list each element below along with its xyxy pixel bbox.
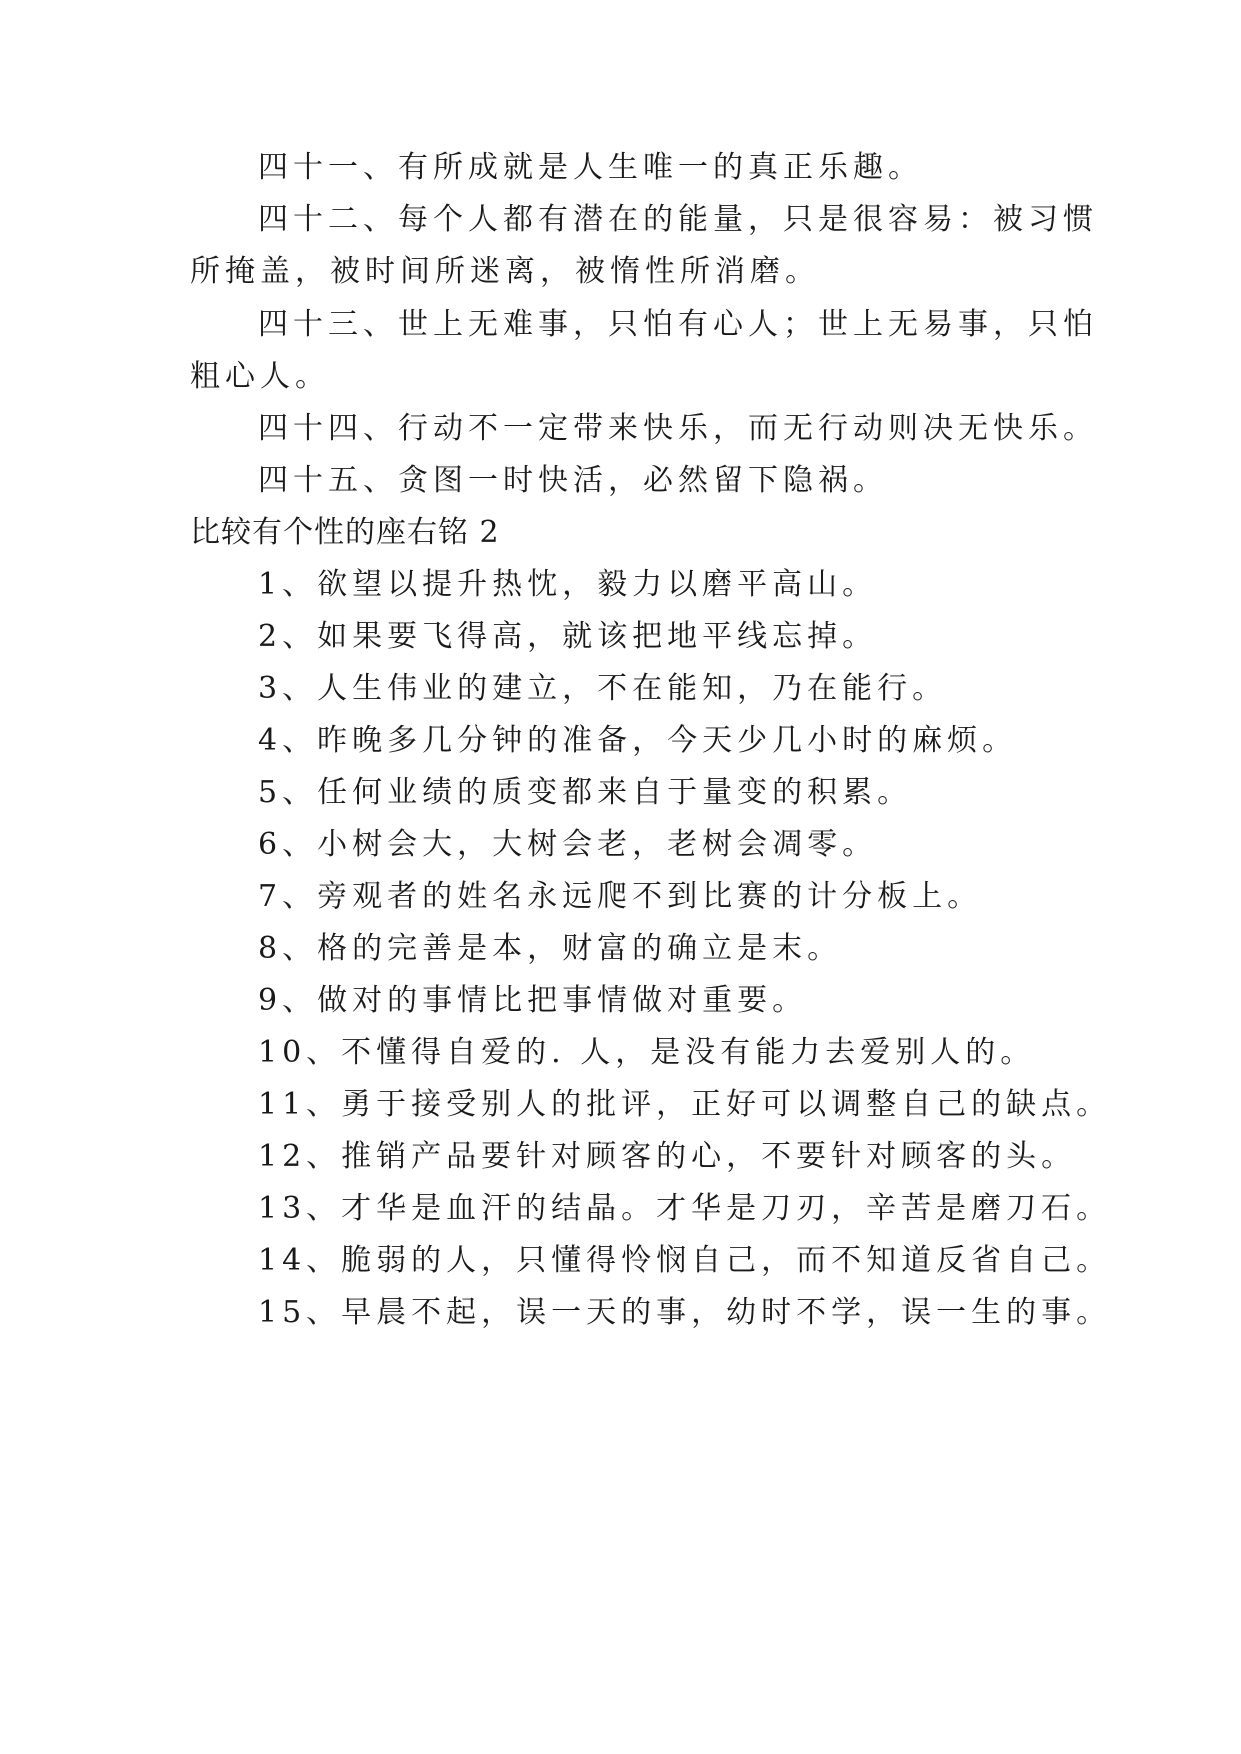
list-item-14: 14、脆弱的人，只懂得怜悯自己，而不知道反省自己。 (258, 1243, 1112, 1278)
list-item-5: 5、任何业绩的质变都来自于量变的积累。 (258, 775, 913, 810)
list-item-6: 6、小树会大，大树会老，老树会凋零。 (258, 827, 878, 862)
list-item-2: 2、如果要飞得高，就该把地平线忘掉。 (258, 619, 878, 654)
paragraph-45: 四十五、贪图一时快活，必然留下隐祸。 (258, 463, 888, 498)
list-item-12: 12、推销产品要针对顾客的心，不要针对顾客的头。 (258, 1139, 1077, 1174)
section-title: 比较有个性的座右铭 2 (190, 515, 500, 550)
paragraph-41: 四十一、有所成就是人生唯一的真正乐趣。 (258, 150, 923, 185)
list-item-13: 13、才华是血汗的结晶。才华是刀刃，辛苦是磨刀石。 (258, 1191, 1112, 1226)
list-item-1: 1、欲望以提升热忱，毅力以磨平高山。 (258, 567, 878, 602)
list-item-10: 10、不懂得自爱的. 人，是没有能力去爱别人的。 (258, 1035, 1036, 1070)
paragraph-42-line-2: 所掩盖，被时间所迷离，被惰性所消磨。 (190, 254, 820, 289)
list-item-7: 7、旁观者的姓名永远爬不到比赛的计分板上。 (258, 879, 983, 914)
paragraph-43-line-1: 四十三、世上无难事，只怕有心人；世上无易事，只怕 (258, 307, 1098, 342)
paragraph-42-line-1: 四十二、每个人都有潜在的能量，只是很容易：被习惯 (258, 202, 1098, 237)
list-item-8: 8、格的完善是本，财富的确立是末。 (258, 931, 843, 966)
list-item-4: 4、昨晚多几分钟的准备，今天少几小时的麻烦。 (258, 723, 1018, 758)
paragraph-44: 四十四、行动不一定带来快乐，而无行动则决无快乐。 (258, 411, 1098, 446)
list-item-11: 11、勇于接受别人的批评，正好可以调整自己的缺点。 (258, 1087, 1112, 1122)
paragraph-43-line-2: 粗心人。 (190, 359, 330, 394)
list-item-3: 3、人生伟业的建立，不在能知，乃在能行。 (258, 671, 948, 706)
list-item-15: 15、早晨不起，误一天的事，幼时不学，误一生的事。 (258, 1295, 1112, 1330)
list-item-9: 9、做对的事情比把事情做对重要。 (258, 983, 808, 1018)
